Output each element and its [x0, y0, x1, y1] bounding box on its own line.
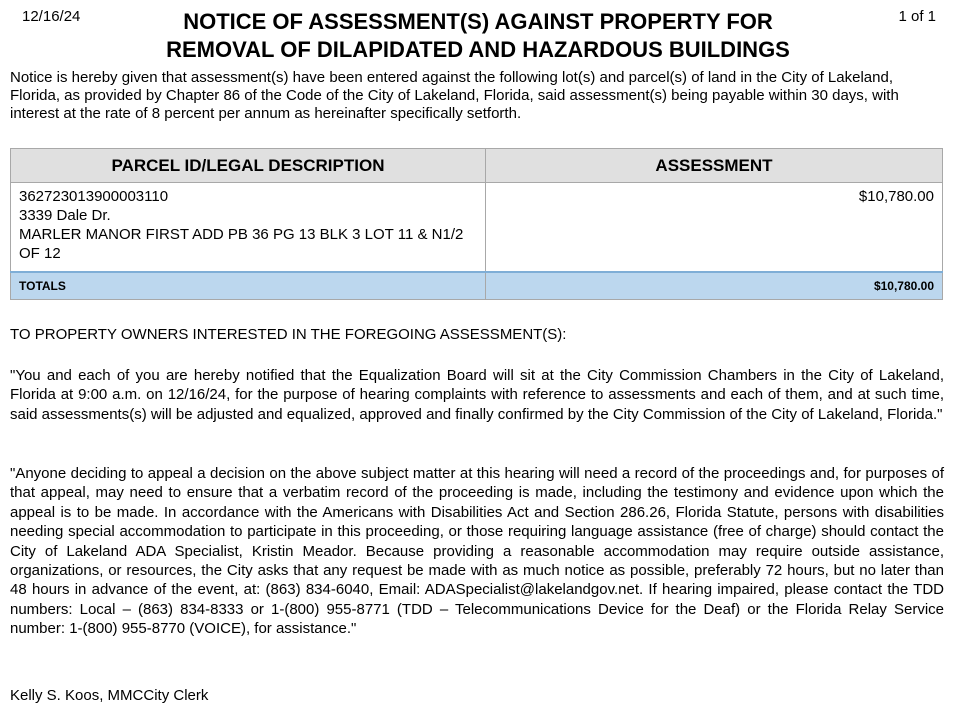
assessment-amount: $10,780.00 — [486, 183, 943, 273]
totals-row — [11, 272, 943, 300]
signature: Kelly S. Koos, MMCCity Clerk — [10, 687, 209, 704]
title-line-1: NOTICE OF ASSESSMENT(S) AGAINST PROPERTY FOR — [183, 9, 773, 34]
assessment-table — [10, 148, 943, 300]
table-row — [11, 183, 943, 273]
owners-heading: TO PROPERTY OWNERS INTERESTED IN THE FOREGOING ASSESSMENT(S): — [10, 326, 567, 343]
board-notice-paragraph: "You and each of you are hereby notified that the Equalization Board will sit at the City Commission Chambers in the City of Lakeland, Florida at 9:00 a.m. on 12/16/24, for the purpose of hearing complaints with reference to assessments and each of them, and at such time, said assessments(s) will be adjusted and equalized, approved and finally confirmed by the City Commission of the City of Lakeland, Florida." — [10, 367, 944, 423]
parcel-legal-description: MARLER MANOR FIRST ADD PB 36 PG 13 BLK 3 LOT 11 & N1/2 OF 12 — [19, 226, 464, 262]
column-header-assessment: ASSESSMENT — [486, 149, 943, 183]
parcel-address: 3339 Dale Dr. — [19, 207, 111, 224]
notice-title — [0, 8, 956, 64]
totals-label: TOTALS — [11, 272, 486, 300]
page-number: 1 of 1 — [898, 8, 936, 25]
totals-amount: $10,780.00 — [486, 272, 943, 300]
parcel-description-cell — [11, 183, 486, 273]
column-header-parcel: PARCEL ID/LEGAL DESCRIPTION — [11, 149, 486, 183]
table-header-row — [11, 149, 943, 183]
title-line-2: REMOVAL OF DILAPIDATED AND HAZARDOUS BUILDINGS — [166, 37, 790, 62]
notice-date: 12/16/24 — [22, 8, 81, 25]
appeal-ada-paragraph: "Anyone deciding to appeal a decision on the above subject matter at this hearing will need a record of the proceedings and, for purposes of that appeal, may need to ensure that a verbatim record of the proceeding is made, including the testimony and evidence upon which the appeal is to be made. In accordance with the Americans with Disabilities Act and Section 286.26, Florida Statute, persons with disabilities needing special accommodation to participate in this proceeding, or those requiring language assistance (free of charge) should contact the City of Lakeland ADA Specialist, Kristin Meador. Because providing a reasonable accommodation may require outside assistance, organizations, or resources, the City asks that any request be made with as much notice as possible, preferably 72 hours, but no later than 48 hours in advance of the event, at: (863) 834-6040, Email: ADASpecialist@lakelandgov.net. If hearing impaired, please contact the TDD numbers: Local – (863) 834-8333 or 1-(800) 955-8771 (TDD – Telecommunications Device for the Deaf) or the Florida Relay Service number: 1-(800) 955-8770 (VOICE), for assistance." — [10, 465, 944, 638]
parcel-id: 362723013900003110 — [19, 188, 169, 205]
intro-paragraph: Notice is hereby given that assessment(s) have been entered against the following lot(s) and parcel(s) of land in the City of Lakeland, Florida, as provided by Chapter 86 of the Code of the City of Lakeland, Florida, said assessment(s) being payable within 30 days, with interest at the rate of 8 percent per annum as hereinafter specifically setforth. — [10, 69, 899, 122]
